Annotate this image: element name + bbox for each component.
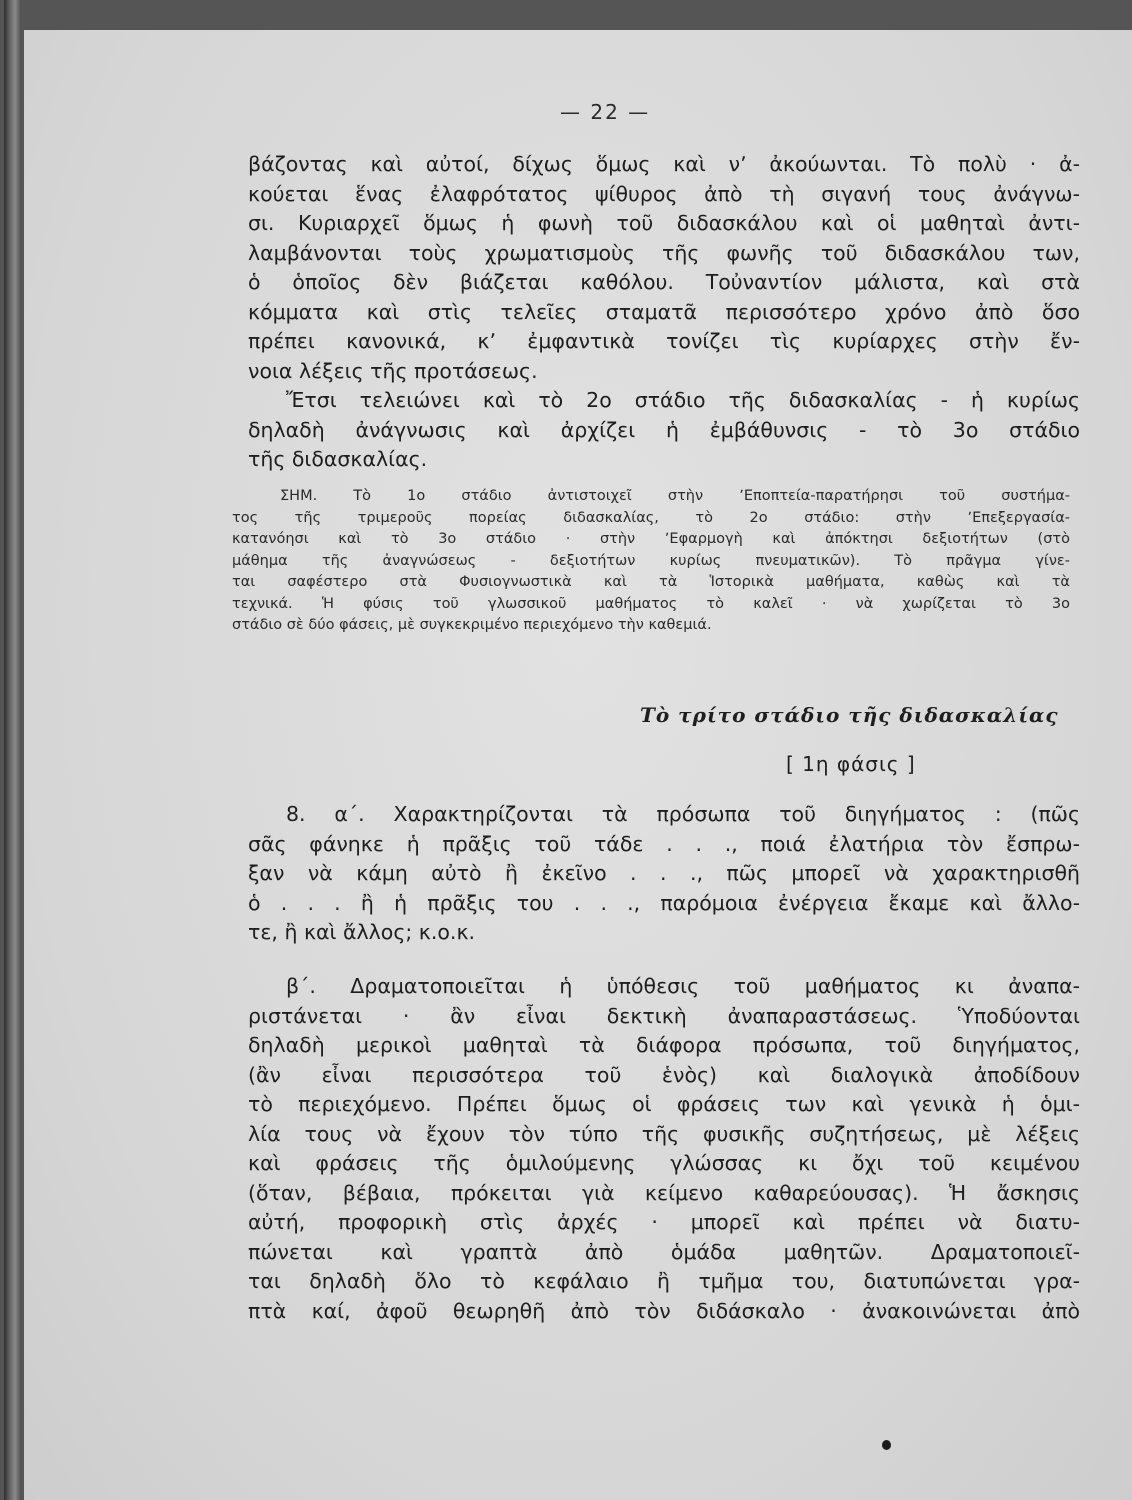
text-line: πτὰ καί, ἀφοῦ θεωρηθῆ ἀπὸ τὸν διδάσκαλο · ἀνακοινώνεται ἀπὸ — [248, 1298, 1080, 1323]
note-line: κατανόησι καὶ τὸ 3ο στάδιο · στὴν ʼΕφαρμογὴ καὶ ἀπόκτησι δεξιοτήτων (στὸ — [232, 531, 1070, 547]
section-a — [248, 800, 1080, 948]
text-line: β΄. Δραματοποιεῖται ἡ ὑπόθεσις τοῦ μαθήματος κι ἀναπα- — [286, 974, 1080, 998]
text-line: ὁ . . . ἢ ἡ πρᾶξις του . . ., παρόμοια ἐνέργεια ἔκαμε καὶ ἄλλο- — [248, 890, 1080, 915]
section-heading: Τὸ τρίτο στάδιο τῆς διδασκαλίας — [640, 703, 1059, 727]
text-line: δηλαδὴ ἀνάγνωσις καὶ ἀρχίζει ἡ ἐμβάθυνσις - τὸ 3ο στάδιο — [248, 417, 1080, 442]
text-line: κούεται ἕνας ἐλαφρότατος ψίθυρος ἀπὸ τὴ σιγανή τους ἀνάγνω- — [248, 181, 1080, 206]
note-line: ται σαφέστερο στὰ Φυσιογνωστικὰ καὶ τὰ Ἱστορικὰ μαθήματα, καθὼς καὶ τὰ — [232, 574, 1070, 590]
text-line: Ἔτσι τελειώνει καὶ τὸ 2ο στάδιο τῆς διδασκαλίας - ἡ κυρίως — [286, 388, 1080, 412]
note-line: τεχνικά. Ἡ φύσις τοῦ γλωσσικοῦ μαθήματος τὸ καλεῖ · νὰ χωρίζεται τὸ 3ο — [232, 595, 1070, 612]
text-line: (ὅταν, βέβαια, πρόκειται γιὰ κείμενο καθαρεύουσας). Ἡ ἄσκησις — [248, 1180, 1080, 1205]
note-line: τος τῆς τριμεροῦς πορείας διδασκαλίας, τὸ 2ο στάδιο: στὴν ʼΕπεξεργασία- — [232, 509, 1070, 526]
text-line: καὶ φράσεις τῆς ὁμιλούμενης γλώσσας κι ὄχι τοῦ κειμένου — [248, 1151, 1080, 1175]
section-subheading: [ 1η φάσις ] — [786, 752, 916, 776]
text-line: πώνεται καὶ γραπτὰ ἀπὸ ὁμάδα μαθητῶν. Δραματοποιεῖ- — [248, 1239, 1080, 1264]
text-line: δηλαδὴ μερικοὶ μαθηταὶ τὰ διάφορα πρόσωπα, τοῦ διηγήματος, — [248, 1033, 1080, 1057]
text-line: πρέπει κανονικά, κʼ ἐμφαντικὰ τονίζει τὶς κυρίαρχες στὴν ἔν- — [248, 329, 1080, 353]
text-line: τὸ περιεχόμενο. Πρέπει ὅμως οἱ φράσεις των καὶ γενικὰ ἡ ὁμι- — [248, 1092, 1080, 1116]
text-line: λία τους νὰ ἔχουν τὸν τύπο τῆς φυσικῆς συζητήσεως, μὲ λέξεις — [248, 1121, 1080, 1146]
text-line: 8. α΄. Χαρακτηρίζονται τὰ πρόσωπα τοῦ διηγήματος : (πῶς — [286, 802, 1080, 826]
text-line: νοια λέξεις τῆς προτάσεως. — [248, 358, 538, 383]
text-line: ξαν νὰ κάμη αὐτὸ ἢ ἐκεῖνο . . ., πῶς μπορεῖ νὰ χαρακτηρισθῆ — [248, 861, 1080, 885]
text-line: (ἂν εἶναι περισσότερα τοῦ ἑνὸς) καὶ διαλογικὰ ἀποδίδουν — [248, 1062, 1080, 1087]
section-b — [248, 972, 1080, 1326]
paragraph-1 — [248, 150, 1080, 475]
text-line: σᾶς φάνηκε ἡ πρᾶξις τοῦ τάδε . . ., ποιά ἐλατήρια τὸν ἔσπρω- — [248, 831, 1080, 856]
text-line: σι. Κυριαρχεῖ ὅμως ἡ φωνὴ τοῦ διδασκάλου καὶ οἱ μαθηταὶ ἀντι- — [248, 211, 1080, 235]
text-line: ριστάνεται · ἂν εἶναι δεκτικὴ ἀναπαραστάσεως. Ὑποδύονται — [248, 1003, 1080, 1028]
note-line: στάδιο σὲ δύο φάσεις, μὲ συγκεκριμένο περιεχόμενο τὴν καθεμιά. — [232, 617, 712, 633]
footnote — [232, 486, 1070, 637]
text-line: ὁ ὁποῖος δὲν βιάζεται καθόλου. Τοὐναντίον μάλιστα, καὶ στὰ — [248, 270, 1080, 294]
text-line: τε, ἢ καὶ ἄλλος; κ.ο.κ. — [248, 920, 476, 944]
ink-spot — [882, 1440, 891, 1450]
page-number: — 22 — — [560, 100, 651, 124]
text-line: αὐτή, προφορικὴ στὶς ἀρχές · μπορεῖ καὶ πρέπει νὰ διατυ- — [248, 1210, 1080, 1234]
text-line: τῆς διδασκαλίας. — [248, 447, 428, 471]
text-line: βάζοντας καὶ αὐτοί, δίχως ὅμως καὶ νʼ ἀκούωνται. Τὸ πολὺ · ἀ- — [248, 152, 1080, 176]
text-line: ται δηλαδὴ ὅλο τὸ κεφάλαιο ἢ τμῆμα του, διατυπώνεται γρα- — [248, 1269, 1080, 1293]
note-line: ΣΗΜ. Τὸ 1ο στάδιο ἀντιστοιχεῖ στὴν ʼΕποπτεία-παρατήρησι τοῦ συστήμα- — [280, 488, 1070, 504]
note-line: μάθημα τῆς ἀναγνώσεως - δεξιοτήτων κυρίως πνευματικῶν). Τὸ πρᾶγμα γίνε- — [232, 552, 1070, 569]
binding-edge — [4, 0, 20, 1500]
text-line: λαμβάνονται τοὺς χρωματισμοὺς τῆς φωνῆς τοῦ διδασκάλου των, — [248, 240, 1080, 265]
text-line: κόμματα καὶ στὶς τελεῖες σταματᾶ περισσότερο χρόνο ἀπὸ ὅσο — [248, 299, 1080, 324]
